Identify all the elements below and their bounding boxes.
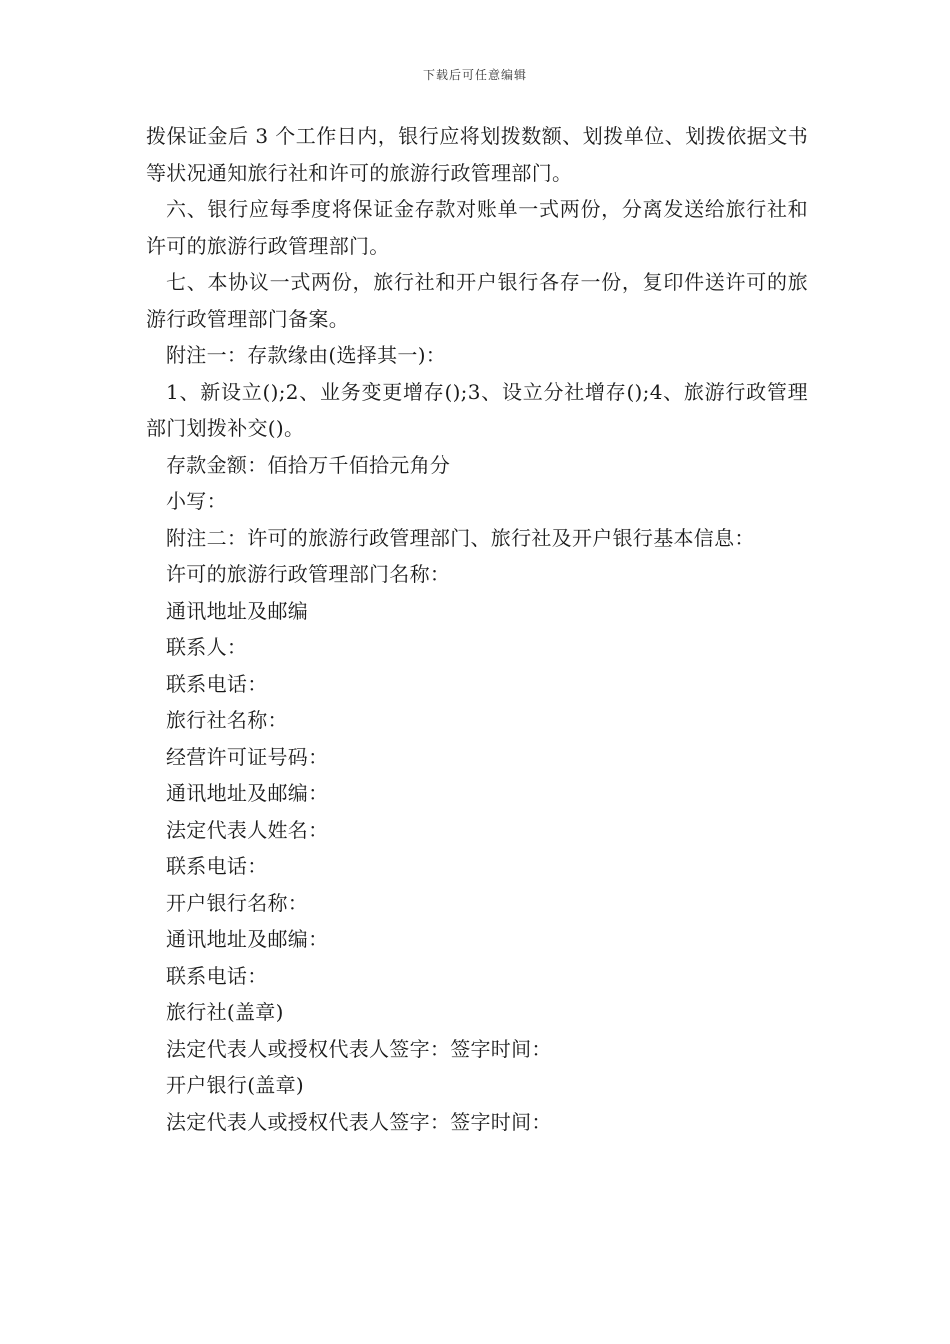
document-body (146, 118, 808, 1140)
paragraph: 许可的旅游行政管理部门名称： (166, 562, 451, 586)
paragraph: 拨保证金后 3 个工作日内，银行应将划拨数额、划拨单位、划拨依据文书等状况通知旅行社和许可的旅游行政管理部门。 (146, 124, 808, 185)
paragraph: 附注二：许可的旅游行政管理部门、旅行社及开户银行基本信息： (166, 525, 755, 550)
paragraph: 通讯地址及邮编： (166, 927, 329, 951)
paragraph: 开户银行名称： (166, 890, 309, 915)
paragraph: 通讯地址及邮编 (166, 598, 309, 623)
paragraph: 六、银行应每季度将保证金存款对账单一式两份，分离发送给旅行社和许可的旅游行政管理部门。 (146, 197, 808, 258)
paragraph: 1、新设立();2、业务变更增存();3、设立分社增存();4、旅游行政管理部门划拨补交()。 (146, 379, 808, 440)
paragraph: 通讯地址及邮编： (166, 781, 329, 805)
paragraph: 存款金额：佰拾万千佰拾元角分 (166, 452, 451, 477)
paragraph: 附注一：存款缘由(选择其一)： (166, 343, 447, 367)
paragraph: 经营许可证号码： (166, 744, 329, 769)
paragraph: 联系人： (166, 635, 248, 659)
paragraph: 小写： (166, 489, 227, 513)
paragraph: 七、本协议一式两份，旅行社和开户银行各存一份，复印件送许可的旅游行政管理部门备案。 (146, 270, 808, 331)
paragraph: 联系电话： (166, 963, 268, 988)
paragraph: 联系电话： (166, 671, 268, 696)
paragraph: 联系电话： (166, 854, 268, 878)
page-header: 下载后可任意编辑 (422, 68, 527, 82)
paragraph: 旅行社(盖章) (166, 1000, 284, 1024)
paragraph: 法定代表人或授权代表人签字：签字时间： (166, 1109, 552, 1134)
paragraph: 法定代表人或授权代表人签字：签字时间： (166, 1036, 552, 1061)
paragraph: 开户银行(盖章) (166, 1073, 305, 1097)
paragraph: 旅行社名称： (166, 708, 288, 732)
paragraph: 法定代表人姓名： (166, 817, 329, 842)
